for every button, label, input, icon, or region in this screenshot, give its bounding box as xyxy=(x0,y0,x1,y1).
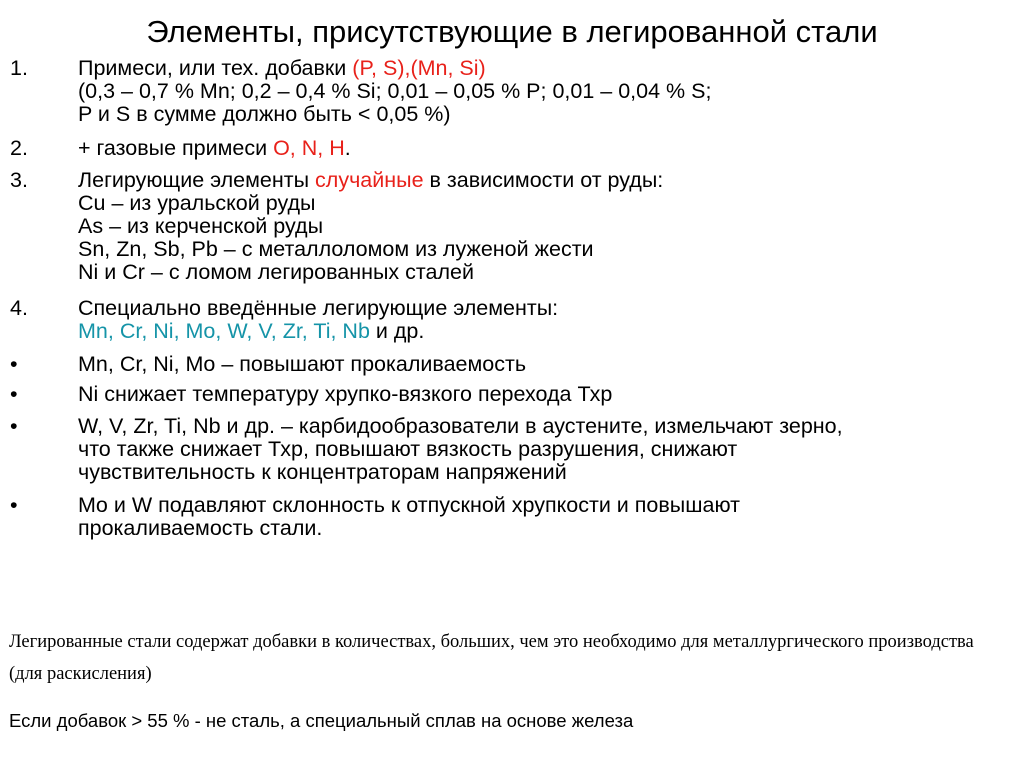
text-line xyxy=(78,517,740,540)
text-segment: Ni снижает температуру хрупко-вязкого перехода Тхр xyxy=(78,382,613,406)
text-line xyxy=(78,438,843,461)
text-line xyxy=(78,415,843,438)
text-line xyxy=(78,103,711,126)
text-line xyxy=(78,215,663,238)
list-marker: • xyxy=(10,414,18,438)
text-segment: Специально введённые легирующие элементы: xyxy=(78,296,559,320)
text-line xyxy=(78,238,663,261)
text-segment: прокаливаемость стали. xyxy=(78,516,323,540)
text-segment: Sn, Zn, Sb, Pb – с металлоломом из луженой жести xyxy=(78,237,594,261)
text-segment: W, V, Zr, Ti, Nb и др. – карбидообразователи в аустените, измельчают зерно, xyxy=(78,414,843,438)
text-line xyxy=(78,461,843,484)
list-item-text xyxy=(78,415,843,484)
list-item-text xyxy=(78,169,663,284)
text-segment: в зависимости от руды: xyxy=(423,168,664,192)
text-segment: Примеси, или тех. добавки xyxy=(78,56,353,80)
text-segment: (0,3 – 0,7 % Mn; 0,2 – 0,4 % Si; 0,01 – 0,05 % P; 0,01 – 0,04 % S; xyxy=(78,79,712,103)
highlighted-text: O, N, H xyxy=(273,136,345,160)
text-segment: Легирующие элементы xyxy=(78,168,316,192)
list-item-text xyxy=(78,383,612,406)
text-segment: Mo и W подавляют склонность к отпускной хрупкости и повышают xyxy=(78,493,740,517)
text-line xyxy=(78,169,663,192)
text-line xyxy=(78,320,558,343)
text-line xyxy=(78,57,711,80)
note-alloyed-steel: Легированные стали содержат добавки в количествах, больших, чем это необходимо для металлургического производства (для раскисления) xyxy=(9,632,974,684)
text-segment: . xyxy=(344,136,351,160)
text-line xyxy=(78,297,558,320)
list-item-text xyxy=(78,494,740,540)
list-item-text xyxy=(78,353,526,376)
highlighted-text: (P, S),(Mn, Si) xyxy=(352,56,486,80)
text-segment: + газовые примеси xyxy=(78,136,274,160)
highlighted-text: Mn, Cr, Ni, Mo, W, V, Zr, Ti, Nb xyxy=(78,319,370,343)
text-line xyxy=(78,261,663,284)
text-line xyxy=(78,383,612,406)
list-marker: 4. xyxy=(10,296,28,320)
text-segment: P и S в сумме должно быть < 0,05 %) xyxy=(78,102,451,126)
text-segment: и др. xyxy=(369,319,425,343)
list-marker: • xyxy=(10,493,18,517)
text-line xyxy=(78,192,663,215)
highlighted-text: случайные xyxy=(315,168,424,192)
text-line xyxy=(78,80,711,103)
text-segment: что также снижает Тхр, повышают вязкость разрушения, снижают xyxy=(78,437,738,461)
text-segment: As – из керченской руды xyxy=(78,214,324,238)
text-segment: Mn, Cr, Ni, Mo – повышают прокаливаемость xyxy=(78,352,527,376)
list-item-text xyxy=(78,137,351,160)
list-item-text xyxy=(78,297,558,343)
text-segment: Cu – из уральской руды xyxy=(78,191,316,215)
list-marker: 1. xyxy=(10,56,28,80)
text-segment: чувствительность к концентраторам напряжений xyxy=(78,460,567,484)
list-marker: 2. xyxy=(10,136,28,160)
text-line xyxy=(78,137,351,160)
list-marker: • xyxy=(10,382,18,406)
list-marker: 3. xyxy=(10,168,28,192)
slide-title: Элементы, присутствующие в легированной стали xyxy=(146,14,878,49)
text-line xyxy=(78,353,526,376)
text-line xyxy=(78,494,740,517)
list-item-text xyxy=(78,57,711,126)
text-segment: Ni и Cr – с ломом легированных сталей xyxy=(78,260,474,284)
list-marker: • xyxy=(10,352,18,376)
note-special-alloy: Если добавок > 55 % - не сталь, а специальный сплав на основе железа xyxy=(9,710,634,731)
